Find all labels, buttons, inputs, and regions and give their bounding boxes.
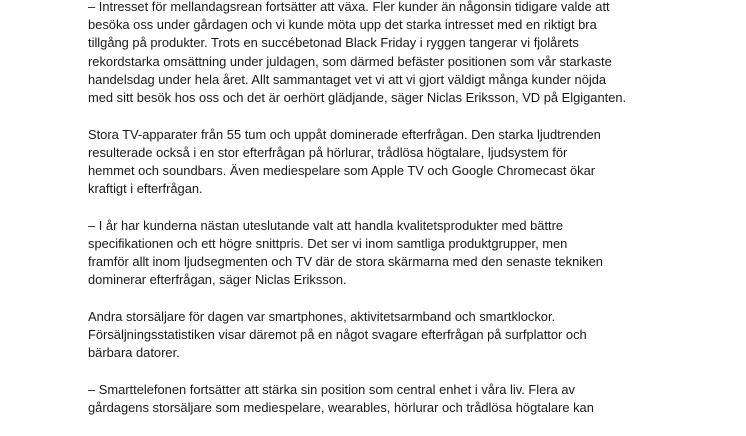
text-line: specifikationen och ett högre snittpris. Det ser vi inom samtliga produktgrupper, men: [88, 236, 568, 252]
text-line: – Smarttelefonen fortsätter att stärka sin position som central enhet i våra liv. Flera av: [88, 382, 575, 398]
text-line: Andra storsäljare för dagen var smartphones, aktivitetsarmband och smartklockor.: [88, 309, 556, 325]
text-line: framför allt inom ljudsegmenten och TV där de stora skärmarna med den senaste tekniken: [88, 254, 603, 270]
text-line: – Intresset för mellandagsrean fortsätter att växa. Fler kunder än någonsin tidigare valde att: [88, 0, 610, 14]
paragraph-tv-apparater: [88, 126, 668, 199]
paragraph-kvalitetsprodukter: [88, 217, 668, 290]
paragraph-storsaljare: [88, 308, 668, 363]
text-line: besöka oss under gårdagen och vi kunde möta upp det starka intresset med en riktigt bra: [88, 17, 597, 33]
text-line: dominerar efterfrågan, säger Niclas Eriksson.: [88, 272, 347, 288]
text-line: kraftigt i efterfrågan.: [88, 181, 203, 197]
text-line: tillgång på produkter. Trots en succébetonad Black Friday i ryggen tangerar vi fjolårets: [88, 35, 579, 51]
text-line: resulterade också i en stor efterfrågan på hörlurar, trådlösa högtalare, ljudsystem för: [88, 144, 568, 160]
text-line: rekordstarka omsättning under juldagen, som därmed befäster positionen som vår starkaste: [88, 53, 612, 69]
paragraph-intresset: [88, 0, 668, 107]
text-line: Försäljningsstatistiken visar däremot på en något svagare efterfrågan på surfplattor och: [88, 327, 587, 343]
document-body: [88, 0, 668, 436]
text-line: hemmet och soundbars. Även mediespelare som Apple TV och Google Chromecast ökar: [88, 163, 596, 179]
text-line: bärbara datorer.: [88, 345, 180, 361]
text-line: Stora TV-apparater från 55 tum och uppåt dominerade efterfrågan. Den starka ljudtrenden: [88, 126, 601, 142]
text-line: handelsdag under hela året. Allt sammantaget vet vi att vi gjort väldigt många kunder nöjda: [88, 71, 607, 87]
text-line: gårdagens storsäljare som mediespelare, wearables, hörlurar och trådlösa högtalare kan: [88, 400, 594, 416]
paragraph-smarttelefonen: [88, 381, 668, 417]
text-line: – I år har kunderna nästan uteslutande valt att handla kvalitetsprodukter med bättre: [88, 217, 564, 233]
text-line: med sitt besök hos oss och det är oerhört glädjande, säger Niclas Eriksson, VD på Elgiganten.: [88, 90, 627, 106]
